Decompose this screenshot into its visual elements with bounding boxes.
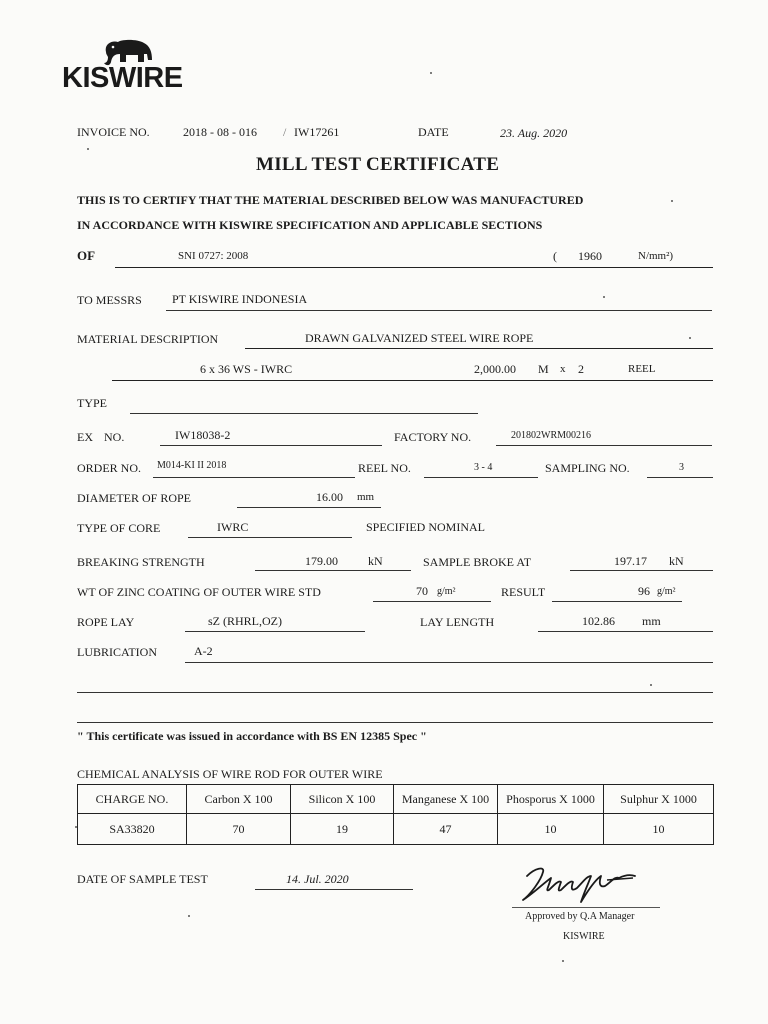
signature-line [512,907,660,908]
times-sign: x [560,363,566,375]
logo-wordmark: KISWIRE [62,62,183,94]
scan-speck [603,296,605,298]
reel-no-label: REEL NO. [358,461,411,475]
reel-no-underline [424,477,538,478]
approved-by: Approved by Q.A Manager [525,911,635,922]
zinc-coating-label: WT OF ZINC COATING OF OUTER WIRE STD [77,585,321,599]
type-label: TYPE [77,396,107,410]
paren-open: ( [553,249,557,263]
col-carbon: Carbon X 100 [187,785,291,814]
blank-line-1 [77,692,713,693]
length-value: 2,000.00 [474,362,516,376]
to-messrs-underline [166,310,712,311]
factory-no-value: 201802WRM00216 [511,430,591,441]
order-no-label: ORDER NO. [77,461,142,475]
order-no-value: M014-KI II 2018 [157,460,227,471]
cell-manganese: 47 [394,814,498,845]
core-label: TYPE OF CORE [77,521,161,535]
diameter-underline [237,507,381,508]
sampling-no-value: 3 [679,462,684,473]
diameter-unit: mm [357,491,375,503]
certify-line-1: THIS IS TO CERTIFY THAT THE MATERIAL DESCRIBED BELOW WAS MANUFACTURED [77,193,584,207]
sampling-no-label: SAMPLING NO. [545,461,630,475]
length-unit: M [538,362,549,376]
breaking-strength-unit: kN [368,554,383,568]
invoice-separator: / [283,125,287,139]
cell-carbon: 70 [187,814,291,845]
signature-mark [515,858,645,908]
col-silicon: Silicon X 100 [291,785,394,814]
sample-test-label: DATE OF SAMPLE TEST [77,872,208,886]
type-underline [130,413,478,414]
result-label: RESULT [501,585,546,599]
breaking-strength-label: BREAKING STRENGTH [77,555,205,569]
of-underline [115,267,713,268]
scan-speck [650,684,652,686]
result-value: 96 [638,584,650,598]
material-underline [245,348,713,349]
scan-speck [671,200,673,202]
lubrication-value: A-2 [194,644,213,658]
approver-company: KISWIRE [563,931,605,942]
chemical-analysis-table [77,784,714,845]
col-manganese: Manganese X 100 [394,785,498,814]
strength-unit: N/mm²) [638,250,674,262]
order-no-underline [153,477,355,478]
strength-value: 1960 [578,249,602,263]
date-label: DATE [418,125,449,139]
scan-speck [562,960,564,962]
construction-underline [112,380,713,381]
sample-test-value: 14. Jul. 2020 [286,872,349,886]
page-title: MILL TEST CERTIFICATE [256,154,500,175]
invoice-value: 2018 - 08 - 016 [183,125,257,139]
rope-lay-value: sZ (RHRL,OZ) [208,614,282,628]
scan-speck [689,337,691,339]
scan-speck [188,915,190,917]
lubrication-label: LUBRICATION [77,645,157,659]
date-value: 23. Aug. 2020 [500,126,568,140]
sample-broke-unit: kN [669,554,684,568]
scan-speck [430,72,432,74]
zinc-coating-value: 70 [416,584,428,598]
construction-value: 6 x 36 WS - IWRC [200,362,293,376]
qty-unit: REEL [628,363,656,375]
material-value: DRAWN GALVANIZED STEEL WIRE ROPE [305,331,534,345]
standard-value: SNI 0727: 2008 [178,250,249,262]
cell-sulphur: 10 [604,814,714,845]
breaking-strength-value: 179.00 [305,554,338,568]
material-label: MATERIAL DESCRIPTION [77,332,219,346]
factory-no-underline [496,445,712,446]
cell-charge-no: SA33820 [78,814,187,845]
col-phosporus: Phosporus X 1000 [498,785,604,814]
cell-phosporus: 10 [498,814,604,845]
factory-no-label: FACTORY NO. [394,430,472,444]
kiswire-logo [62,38,202,98]
to-messrs-value: PT KISWIRE INDONESIA [172,292,308,306]
sample-broke-value: 197.17 [614,554,647,568]
blank-line-2 [77,722,713,723]
result-underline [552,601,682,602]
invoice-ref: IW17261 [294,125,340,139]
zinc-coating-unit: g/m² [437,586,456,597]
result-unit: g/m² [657,586,676,597]
diameter-label: DIAMETER OF ROPE [77,491,192,505]
ex-no-underline [160,445,382,446]
lay-length-label: LAY LENGTH [420,615,495,629]
chemical-analysis-title: CHEMICAL ANALYSIS OF WIRE ROD FOR OUTER WIRE [77,767,383,781]
invoice-label: INVOICE NO. [77,125,150,139]
table-header-row [78,785,714,814]
lay-length-unit: mm [642,614,661,628]
reel-no-value: 3 - 4 [474,462,493,473]
scan-speck [87,148,89,150]
sample-broke-underline [570,570,713,571]
of-label: OF [77,248,96,263]
diameter-value: 16.00 [316,490,343,504]
specified-nominal-label: SPECIFIED NOMINAL [366,520,486,534]
lay-length-underline [538,631,713,632]
cell-silicon: 19 [291,814,394,845]
col-sulphur: Sulphur X 1000 [604,785,714,814]
sample-test-underline [255,889,413,890]
breaking-strength-underline [255,570,411,571]
ex-no-label: EX NO. [77,430,125,444]
rope-lay-underline [185,631,365,632]
sample-broke-label: SAMPLE BROKE AT [423,555,532,569]
scan-speck [75,826,77,828]
col-charge-no: CHARGE NO. [78,785,187,814]
spec-note: " This certificate was issued in accordance with BS EN 12385 Spec " [77,729,427,743]
lubrication-underline [185,662,713,663]
lay-length-value: 102.86 [582,614,615,628]
certify-line-2: IN ACCORDANCE WITH KISWIRE SPECIFICATION AND APPLICABLE SECTIONS [77,218,543,232]
core-value: IWRC [217,520,249,534]
table-row [78,814,714,845]
qty-value: 2 [578,362,584,376]
ex-no-value: IW18038-2 [175,428,231,442]
sampling-no-underline [647,477,713,478]
rope-lay-label: ROPE LAY [77,615,135,629]
zinc-coating-underline [373,601,491,602]
core-underline [188,537,352,538]
to-messrs-label: TO MESSRS [77,293,142,307]
